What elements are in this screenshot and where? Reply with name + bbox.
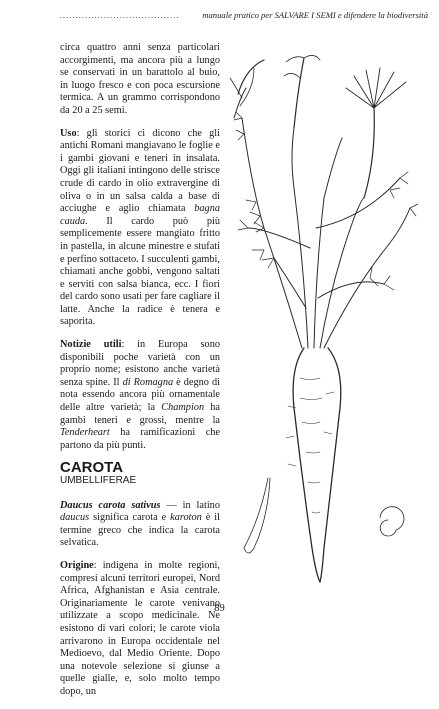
daucus-text-2: significa carota e (89, 512, 171, 524)
paragraph-origine (60, 560, 220, 699)
notizie-text-4: ha ramificazioni che partono da più punti. (60, 427, 220, 451)
notizie-text-3: ha gambi teneri e grossi, mentre la (60, 402, 220, 426)
seed-head-left (230, 60, 264, 118)
origine-text-1: : indigena in molte regioni, compresi alcuni territori europei, Nord Africa, Afghanistan e Asia centrale. Originariamente le carote venivano utilizzate a scopo medicinale. Ne esistono di vari colori; le carote viola arrivarono in Europa occidentale nel Medioevo, dal Medio Oriente. Dopo una notevole selezione si giunse a quelle gialle, e, solo molto tempo dopo, un (60, 559, 220, 697)
running-header (60, 10, 428, 20)
notizie-italic-2: Champion (161, 402, 205, 414)
stem-bundle (242, 118, 410, 348)
daucus-text-3: è il termine greco che indica la carota selvatica. (60, 512, 220, 549)
leaf-sprays (234, 112, 418, 290)
section-title: CAROTA (60, 459, 124, 477)
uso-italic: bagna cauda (60, 203, 220, 227)
page-number: 89 (214, 603, 225, 614)
uso-text-2: . Il cardo può più semplicemente essere mangiato fritto in pastella, in alcune minestre e stufati e perfino sottaceto. I succulenti gambi, chiamati anche gobbi, vengono saltati e serviti con salsa bianca, ecc. I fiori del cardo sono usati per fare cagliare il latte. Anche la radice è tenera e saporita. (60, 215, 220, 328)
paragraph-notizie (60, 339, 220, 452)
paragraph-intro: circa quattro anni senza particolari accorgimenti, ma ancora più a lungo se conservati in un barattolo al buio, in luogo fresco e con poca escursione termica. A un grammo corrispondono da 20 a 25 semi. (60, 42, 220, 116)
notizie-italic-1: di Romagna (122, 376, 174, 388)
seed-head-top (284, 55, 320, 128)
daucus-label: Daucus carota sativus (60, 499, 161, 511)
daucus-italic-1: daucus (60, 512, 90, 524)
section-subtitle: UMBELLIFERAE (60, 475, 137, 486)
paragraph-uso (60, 128, 220, 330)
carrot-illustration (224, 48, 434, 584)
notizie-text-1: : in Europa sono disponibili poche varietà con un proprio nome; esistono anche varietà senza spine. Il (60, 339, 220, 388)
carrot-root (286, 348, 341, 582)
notizie-label: Notizie utili (60, 339, 122, 351)
daucus-italic-2: karoton (170, 512, 202, 524)
notizie-italic-3: Tenderheart (60, 427, 110, 439)
umbel-right (346, 68, 406, 198)
origine-label: Origine (60, 559, 94, 571)
notizie-text-2: è degno di nota essendo ancora più ornamentale delle altre varietà; la (60, 376, 220, 414)
paragraph-daucus (60, 500, 220, 550)
daucus-text-1: — in latino (160, 499, 220, 511)
curl-decoration (380, 507, 404, 536)
uso-label: Uso (60, 127, 77, 139)
small-carrot-sketch (244, 478, 270, 553)
uso-text-1: : gli storici ci dicono che gli antichi Romani mangiavano le foglie e i gambi giovani e teneri in insalata. Oggi gli italiani intingono delle strisce crude di cardo in olio extravergine di oliva o in un salsa calda a base di acciughe e aglio chiamata (60, 127, 220, 215)
header-title: manuale pratico per SALVARE I SEMI e difendere la biodiversità (202, 10, 428, 20)
header-dots: ...................................... (60, 10, 180, 20)
